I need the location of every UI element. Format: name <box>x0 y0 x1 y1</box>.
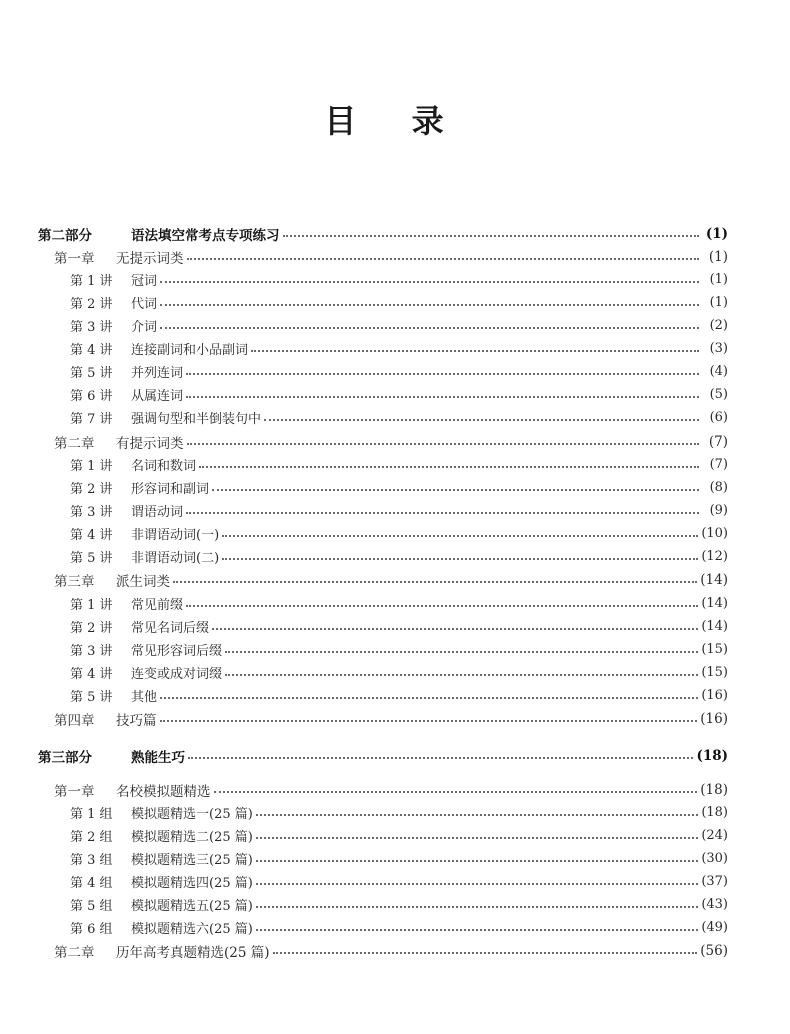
dot-leader <box>222 534 698 537</box>
toc-entry-label: 第二章 <box>54 435 95 452</box>
toc-entry-title: 名校模拟题精选 <box>116 783 211 800</box>
toc-item-row <box>70 824 728 847</box>
toc-entry-label: 第 3 组 <box>70 853 113 868</box>
toc-item-row <box>70 291 728 314</box>
toc-item-row <box>70 360 728 383</box>
dot-leader <box>186 372 699 375</box>
toc-entry-label: 第一章 <box>54 250 95 267</box>
toc-entry-label: 第 7 讲 <box>70 412 113 427</box>
toc-item-row <box>70 314 728 337</box>
dot-leader <box>222 557 698 560</box>
toc-entry-page: (1) <box>709 272 728 287</box>
toc-chapter-row <box>54 707 728 730</box>
toc-entry-title: 派生词类 <box>116 573 170 590</box>
dot-leader <box>186 395 699 398</box>
toc-entry-title: 模拟题精选三(25 篇) <box>131 853 253 868</box>
toc-entry-title: 熟能生巧 <box>131 749 185 766</box>
toc-item-row <box>70 870 728 893</box>
dot-leader <box>256 905 698 908</box>
toc-entry-label: 第 1 讲 <box>70 459 113 474</box>
dot-leader <box>256 836 698 839</box>
toc-entry-title: 历年高考真题精选(25 篇) <box>116 944 270 961</box>
toc-entry-label: 第 3 讲 <box>70 505 113 520</box>
toc-item-row <box>70 406 728 429</box>
toc-entry-title: 非谓语动词(一) <box>131 528 220 543</box>
toc-entry-title: 连变或成对词缀 <box>131 667 223 682</box>
toc-item-row <box>70 893 728 916</box>
toc-entry-label: 第 5 讲 <box>70 551 113 566</box>
toc-entry-page: (7) <box>708 433 728 450</box>
toc-item-row <box>70 661 728 684</box>
toc-item-row <box>70 916 728 939</box>
toc-entry-page: (7) <box>709 457 728 472</box>
dot-leader <box>199 465 699 468</box>
toc-entry-page: (3) <box>709 341 728 356</box>
toc-entry-title: 其他 <box>131 690 158 705</box>
toc-entry-label: 第 2 讲 <box>70 297 113 312</box>
dot-leader <box>225 650 698 653</box>
toc-entry-label: 第 6 讲 <box>70 389 113 404</box>
toc-entry-page: (6) <box>709 410 728 425</box>
dot-leader <box>160 326 699 329</box>
toc-entry-page: (18) <box>700 781 728 798</box>
toc-entry-page: (16) <box>700 710 728 727</box>
toc-entry-title: 强调句型和半倒装句中 <box>131 412 262 427</box>
toc-entry-page: (2) <box>709 318 728 333</box>
toc-item-row <box>70 499 728 522</box>
dot-leader <box>212 627 698 630</box>
toc-entry-title: 非谓语动词(二) <box>131 551 220 566</box>
dot-leader <box>160 280 699 283</box>
toc-chapter-row <box>54 568 728 591</box>
toc-entry-title: 模拟题精选二(25 篇) <box>131 830 253 845</box>
toc-item-row <box>70 592 728 615</box>
toc-entry-label: 第 1 讲 <box>70 598 113 613</box>
dot-leader <box>187 257 700 260</box>
toc-entry-page: (49) <box>701 920 728 935</box>
dot-leader <box>283 234 700 237</box>
toc-entry-page: (37) <box>701 874 728 889</box>
dot-leader <box>264 418 699 421</box>
toc-entry-title: 形容词和副词 <box>131 482 210 497</box>
toc-part-row <box>38 744 728 767</box>
toc-entry-page: (18) <box>701 805 728 820</box>
dot-leader <box>186 604 698 607</box>
dot-leader <box>256 928 698 931</box>
toc-entry-title: 常见前缀 <box>131 598 184 613</box>
toc-entry-title: 技巧篇 <box>116 712 157 729</box>
toc-entry-page: (8) <box>709 480 728 495</box>
toc-entry-label: 第二章 <box>54 944 95 961</box>
toc-entry-title: 从属连词 <box>131 389 184 404</box>
toc-item-row <box>70 383 728 406</box>
toc-entry-label: 第 1 讲 <box>70 274 113 289</box>
dot-leader <box>273 951 698 954</box>
dot-leader <box>186 511 699 514</box>
dot-leader <box>251 349 699 352</box>
toc-item-row <box>70 545 728 568</box>
toc-entry-label: 第 6 组 <box>70 922 113 937</box>
dot-leader <box>256 859 698 862</box>
dot-leader <box>212 488 699 491</box>
toc-entry-label: 第 5 组 <box>70 899 113 914</box>
toc-chapter-row <box>54 245 728 268</box>
toc-item-row <box>70 638 728 661</box>
toc-entry-page: (1) <box>708 248 728 265</box>
toc-entry-label: 第三部分 <box>38 749 92 766</box>
toc-entry-page: (4) <box>709 364 728 379</box>
toc-entry-page: (14) <box>701 596 728 611</box>
dot-leader <box>160 719 698 722</box>
toc-entry-label: 第 4 讲 <box>70 343 113 358</box>
page-title: 目 录 <box>324 102 466 140</box>
toc-entry-page: (15) <box>701 665 728 680</box>
toc-entry-page: (9) <box>709 503 728 518</box>
toc-entry-label: 第 2 讲 <box>70 482 113 497</box>
dot-leader <box>187 442 700 445</box>
toc-entry-label: 第 3 讲 <box>70 320 113 335</box>
toc-entry-label: 第二部分 <box>38 227 92 244</box>
toc-entry-title: 模拟题精选四(25 篇) <box>131 876 253 891</box>
dot-leader <box>160 696 698 699</box>
toc-entry-page: (14) <box>700 571 728 588</box>
toc-entry-title: 模拟题精选六(25 篇) <box>131 922 253 937</box>
toc-item-row <box>70 453 728 476</box>
toc-chapter-row <box>54 778 728 801</box>
toc-item-row <box>70 268 728 291</box>
toc-entry-page: (24) <box>701 828 728 843</box>
toc-entry-page: (30) <box>701 851 728 866</box>
toc-entry-title: 代词 <box>131 297 158 312</box>
toc-entry-title: 谓语动词 <box>131 505 184 520</box>
toc-entry-page: (15) <box>701 642 728 657</box>
toc-entry-page: (43) <box>701 897 728 912</box>
toc-item-row <box>70 522 728 545</box>
toc-entry-label: 第 5 讲 <box>70 690 113 705</box>
toc-entry-label: 第 1 组 <box>70 807 113 822</box>
toc-entry-label: 第 5 讲 <box>70 366 113 381</box>
toc-entry-label: 第 4 讲 <box>70 667 113 682</box>
dot-leader <box>225 673 698 676</box>
toc-entry-label: 第一章 <box>54 783 95 800</box>
toc-entry-page: (56) <box>700 942 728 959</box>
dot-leader <box>160 303 699 306</box>
toc-item-row <box>70 476 728 499</box>
toc-entry-title: 冠词 <box>131 274 158 289</box>
toc-entry-page: (5) <box>709 387 728 402</box>
toc-item-row <box>70 615 728 638</box>
toc-entry-title: 并列连词 <box>131 366 184 381</box>
toc-entry-title: 有提示词类 <box>116 435 184 452</box>
toc-entry-title: 模拟题精选一(25 篇) <box>131 807 253 822</box>
toc-entry-label: 第 2 讲 <box>70 621 113 636</box>
toc-entry-title: 模拟题精选五(25 篇) <box>131 899 253 914</box>
toc-entry-title: 介词 <box>131 320 158 335</box>
toc-entry-title: 无提示词类 <box>116 250 184 267</box>
toc-item-row <box>70 801 728 824</box>
toc-entry-label: 第 2 组 <box>70 830 113 845</box>
toc-part-row <box>38 222 728 245</box>
dot-leader <box>173 580 697 583</box>
toc-item-row <box>70 337 728 360</box>
toc-item-row <box>70 847 728 870</box>
toc-entry-title: 名词和数词 <box>131 459 197 474</box>
toc-entry-page: (16) <box>701 688 728 703</box>
toc-entry-page: (1) <box>709 295 728 310</box>
toc-entry-label: 第四章 <box>54 712 95 729</box>
dot-leader <box>256 813 698 816</box>
dot-leader <box>214 790 698 793</box>
toc-chapter-row <box>54 430 728 453</box>
toc-entry-title: 连接副词和小品副词 <box>131 343 249 358</box>
toc-entry-label: 第 4 讲 <box>70 528 113 543</box>
toc-chapter-row <box>54 939 728 962</box>
toc-entry-title: 常见形容词后缀 <box>131 644 223 659</box>
toc-entry-page: (10) <box>701 526 728 541</box>
dot-leader <box>256 882 698 885</box>
toc-entry-page: (14) <box>701 619 728 634</box>
toc-entry-label: 第三章 <box>54 573 95 590</box>
dot-leader <box>188 756 693 759</box>
toc-item-row <box>70 684 728 707</box>
toc-entry-label: 第 4 组 <box>70 876 113 891</box>
toc-entry-page: (1) <box>705 225 728 242</box>
toc-entry-page: (18) <box>696 747 728 764</box>
toc-entry-page: (12) <box>701 549 728 564</box>
toc-entry-title: 语法填空常考点专项练习 <box>131 227 280 244</box>
toc-entry-label: 第 3 讲 <box>70 644 113 659</box>
toc-entry-title: 常见名词后缀 <box>131 621 210 636</box>
